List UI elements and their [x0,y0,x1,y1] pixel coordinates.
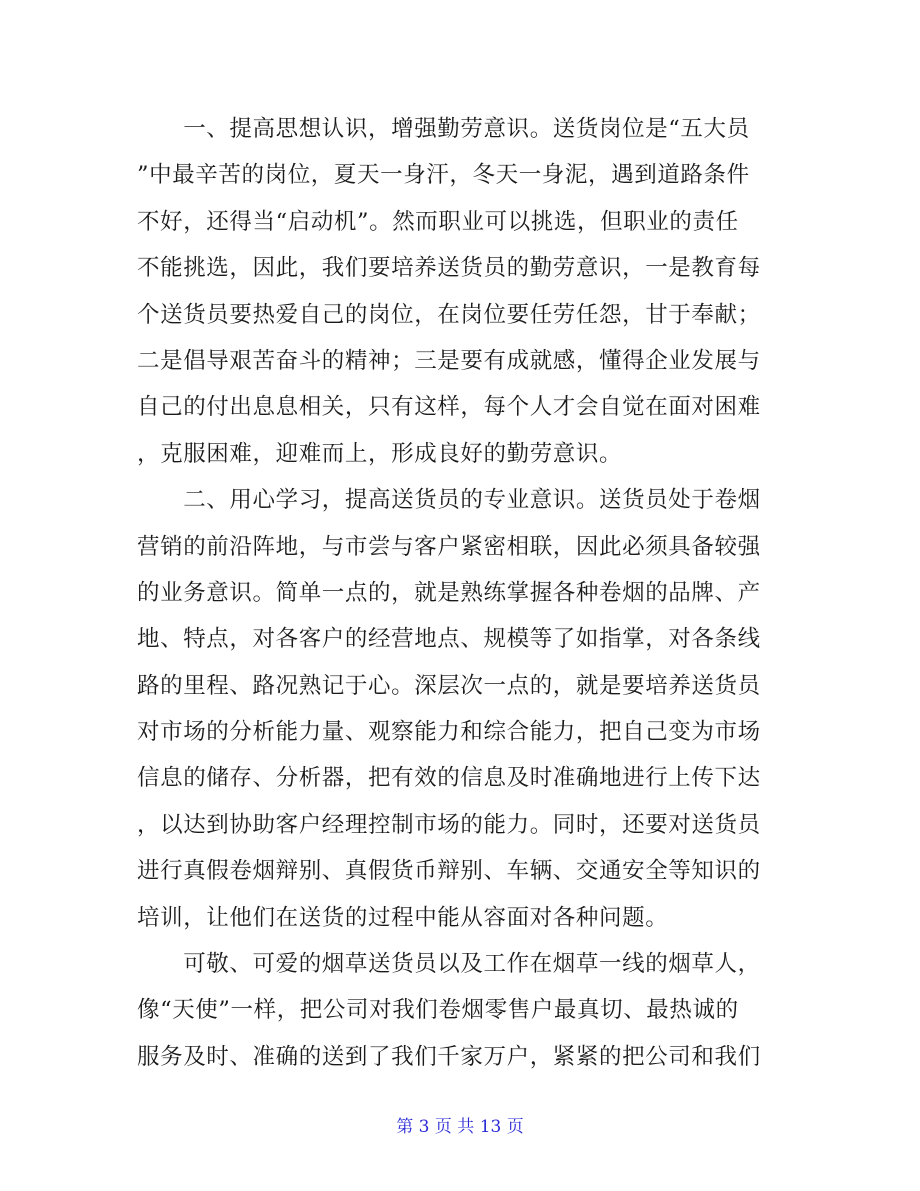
text-line: ，以达到协助客户经理控制市场的能力。同时，还要对送货员 [137,811,761,838]
page-footer: 第 3 页 共 13 页 [396,1117,524,1137]
text-line: 对市场的分析能力量、观察能力和综合能力，把自己变为市场 [137,719,761,746]
text-line: 不好，还得当“启动机”。然而职业可以挑选，但职业的责任 [137,208,739,235]
text-line: 的业务意识。简单一点的，就是熟练掌握各种卷烟的品牌、产 [137,579,761,606]
text-line: ”中最辛苦的岗位，夏天一身汗，冬天一身泥，遇到道路条件 [137,162,750,189]
text-line: 一、提高思想认识，增强勤劳意识。送货岗位是“五大员 [137,116,750,142]
text-line: 营销的前沿阵地，与市尝与客户紧密相联，因此必须具备较强 [137,533,761,560]
text-line: 路的里程、路况熟记于心。深层次一点的，就是要培养送货员 [137,672,761,699]
text-line: 服务及时、准确的送到了我们千家万户，紧紧的把公司和我们 [137,1043,761,1070]
text-line: 进行真假卷烟辩别、真假货币辩别、车辆、交通安全等知识的 [137,858,761,885]
text-line: 地、特点，对各客户的经营地点、规模等了如指掌，对各条线 [137,626,761,653]
text-line: 个送货员要热爱自己的岗位，在岗位要任劳任怨，甘于奉献； [137,301,761,328]
document-body [137,106,787,1080]
text-line: 培训，让他们在送货的过程中能从容面对各种问题。 [137,904,669,931]
text-line: 信息的储存、分析器，把有效的信息及时准确地进行上传下达 [137,765,761,792]
text-line: 二是倡导艰苦奋斗的精神；三是要有成就感，懂得企业发展与 [137,347,761,374]
text-line: 不能挑选，因此，我们要培养送货员的勤劳意识，一是教育每 [137,255,761,282]
text-line: 自己的付出息息相关，只有这样，每个人才会自觉在面对困难 [137,394,761,421]
text-line: 二、用心学习，提高送货员的专业意识。送货员处于卷烟 [137,487,761,514]
text-line: 像“天使”一样，把公司对我们卷烟零售户最真切、最热诚的 [137,997,739,1024]
text-line: 可敬、可爱的烟草送货员以及工作在烟草一线的烟草人， [137,951,761,978]
text-line: ，克服困难，迎难而上，形成良好的勤劳意识。 [137,440,623,467]
